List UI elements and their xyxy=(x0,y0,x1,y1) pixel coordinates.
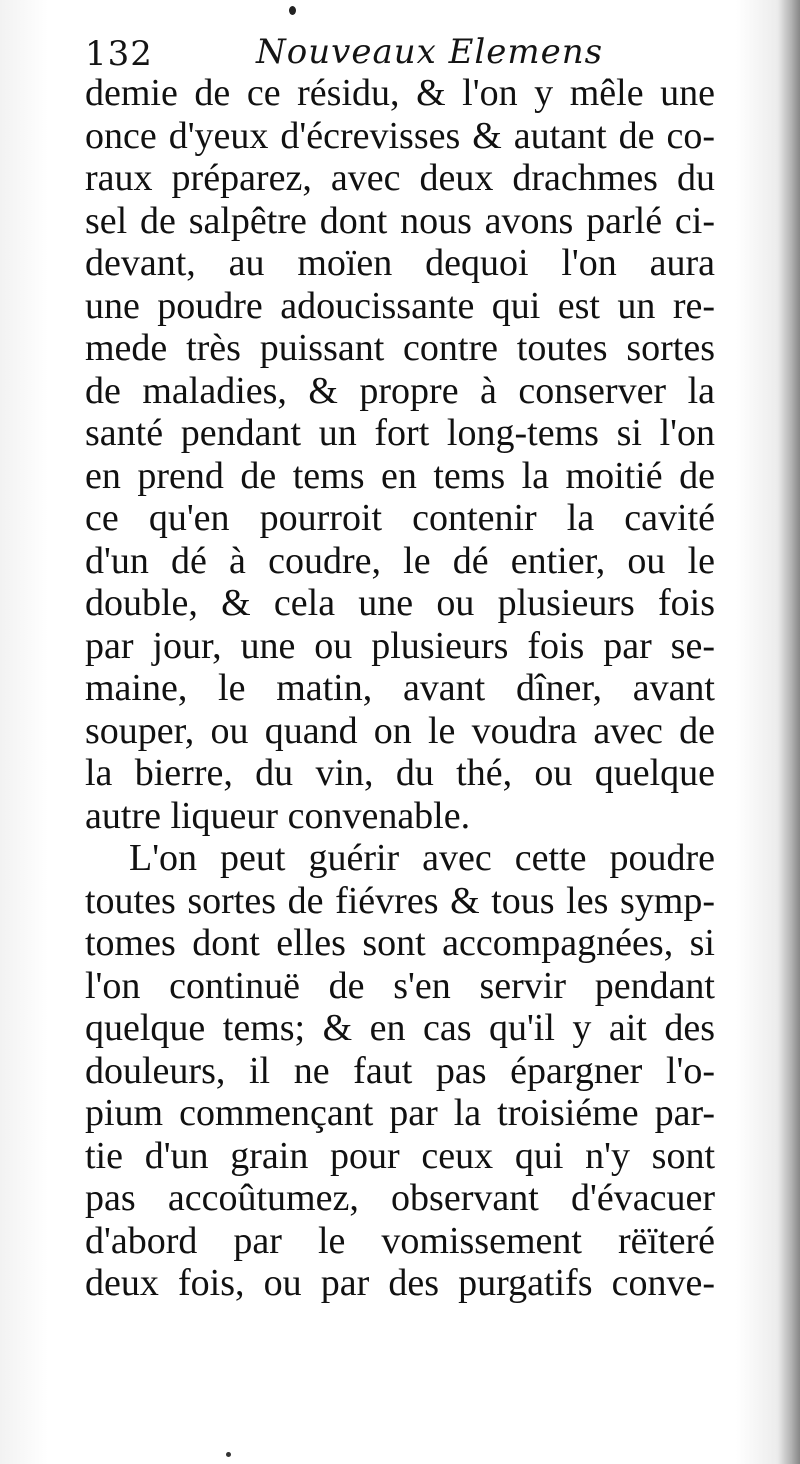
text-line: pas accoûtumez, observant d'évacuer xyxy=(85,1177,715,1219)
text-line: d'abord par le vomissement rëïteré xyxy=(85,1219,715,1262)
text-line: autre liqueur convenable. xyxy=(85,794,471,837)
text-line: en prend de tems en tems la moitié de xyxy=(85,454,715,497)
text-line: tie d'un grain pour ceux qui n'y sont xyxy=(85,1134,715,1177)
text-line: L'on peut guérir avec cette poudre xyxy=(129,837,715,879)
text-line: une poudre adoucissante qui est un re- xyxy=(85,284,715,327)
text-line: double, & cela une ou plusieurs fois xyxy=(85,582,715,624)
text-line: demie de ce résidu, & l'on y mêle une xyxy=(85,72,715,114)
page-number: 132 xyxy=(85,34,153,74)
page-edge-shadow xyxy=(778,0,800,1464)
text-line: de maladies, & propre à conserver la xyxy=(85,369,715,412)
text-line: pium commençant par la troisiéme par- xyxy=(85,1092,715,1134)
text-line: once d'yeux d'écrevisses & autant de co- xyxy=(85,114,715,157)
text-line: santé pendant un fort long-tems si l'on xyxy=(85,412,715,454)
text-line: la bierre, du vin, du thé, ou quelque xyxy=(85,752,715,794)
text-line: devant, au moïen dequoi l'on aura xyxy=(85,242,715,284)
text-line: l'on continuë de s'en servir pendant xyxy=(85,964,715,1007)
text-line: tomes dont elles sont accompagnées, si xyxy=(85,922,715,964)
text-line: souper, ou quand on le voudra avec de xyxy=(85,709,715,752)
ink-speck xyxy=(226,1452,231,1457)
text-line: toutes sortes de fiévres & tous les symp- xyxy=(85,879,715,922)
text-line: deux fois, ou par des purgatifs conve- xyxy=(85,1262,715,1304)
text-line: quelque tems; & en cas qu'il y ait des xyxy=(85,1007,715,1049)
text-line: mede très puissant contre toutes sortes xyxy=(85,327,715,369)
text-line: sel de salpêtre dont nous avons parlé ci- xyxy=(85,199,715,242)
body-text xyxy=(85,72,715,1305)
text-line: d'un dé à coudre, le dé entier, ou le xyxy=(85,539,715,582)
text-line: maine, le matin, avant dîner, avant xyxy=(85,667,715,709)
text-line: douleurs, il ne faut pas épargner l'o- xyxy=(85,1049,715,1092)
ink-speck xyxy=(289,6,296,15)
text-line: raux préparez, avec deux drachmes du xyxy=(85,157,715,199)
text-line: ce qu'en pourroit contenir la cavité xyxy=(85,497,715,539)
running-title: Nouveaux Elemens xyxy=(256,32,604,72)
text-line: par jour, une ou plusieurs fois par se- xyxy=(85,624,715,667)
